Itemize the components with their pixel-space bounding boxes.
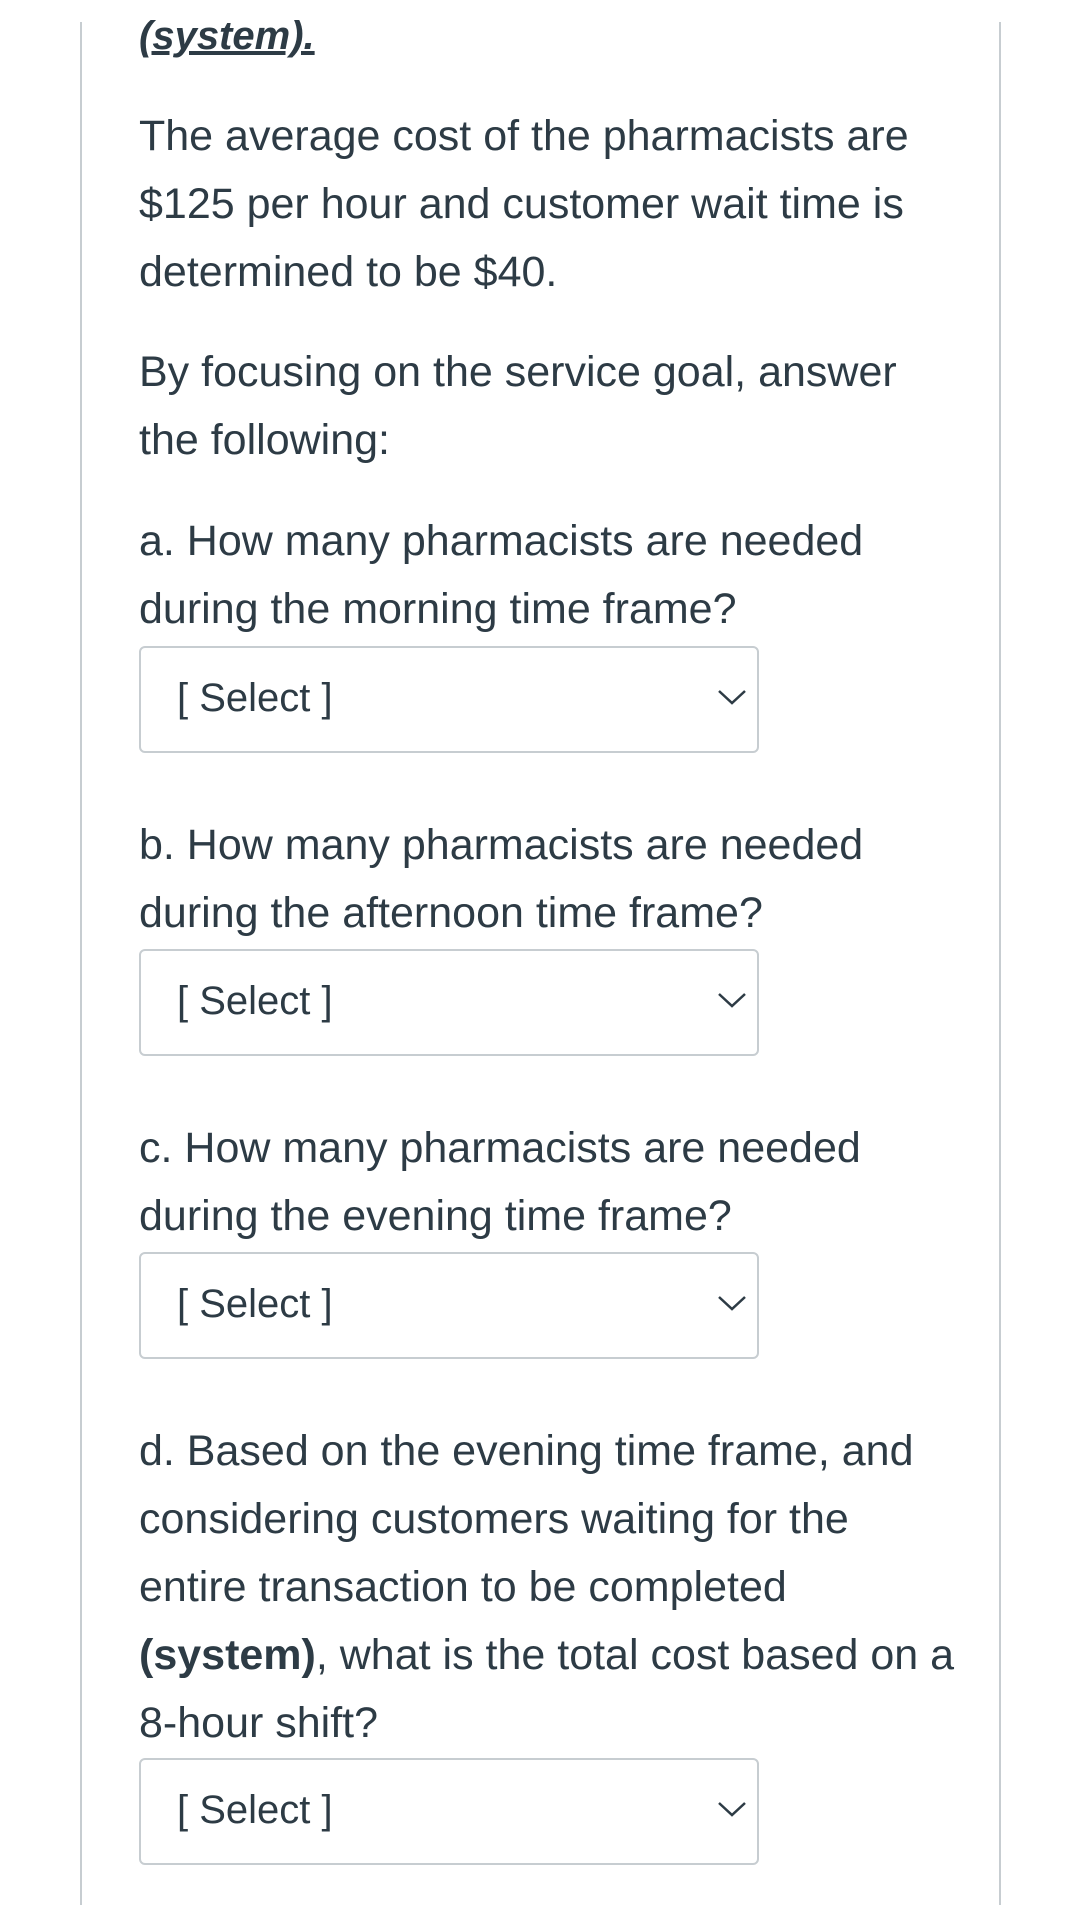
instruction-paragraph: By focusing on the service goal, answer the following:: [139, 348, 897, 464]
question-b-label: b. How many pharmacists are needed during the afternoon time frame?: [139, 821, 864, 937]
question-c-label: c. How many pharmacists are needed during the evening time frame?: [139, 1124, 861, 1240]
question-d-text-end: , what is the total cost based on a 8-hour shift?: [139, 1631, 955, 1747]
question-a-select-value: [ Select ]: [177, 676, 333, 720]
question-b-select[interactable]: [139, 949, 759, 1056]
question-a-label: a. How many pharmacists are needed during the morning time frame?: [139, 517, 864, 633]
chevron-down-icon: [715, 1292, 749, 1314]
heading-fragment: (system).: [139, 14, 315, 58]
cost-paragraph: The average cost of the pharmacists are $125 per hour and customer wait time is determined to be $40.: [139, 112, 909, 296]
question-d-bold-term: (system): [139, 1631, 316, 1679]
chevron-down-icon: [715, 989, 749, 1011]
question-d-label: [139, 1417, 959, 1757]
question-d-select[interactable]: [139, 1758, 759, 1865]
question-d-select-value: [ Select ]: [177, 1788, 333, 1832]
chevron-down-icon: [715, 1798, 749, 1820]
question-d-text-start: d. Based on the evening time frame, and considering customers waiting for the entire transaction to be completed: [139, 1427, 914, 1611]
question-c-select-value: [ Select ]: [177, 1282, 333, 1326]
question-a-select[interactable]: [139, 646, 759, 753]
chevron-down-icon: [715, 686, 749, 708]
question-panel: [80, 14, 1001, 1905]
question-c-select[interactable]: [139, 1252, 759, 1359]
question-b-select-value: [ Select ]: [177, 979, 333, 1023]
